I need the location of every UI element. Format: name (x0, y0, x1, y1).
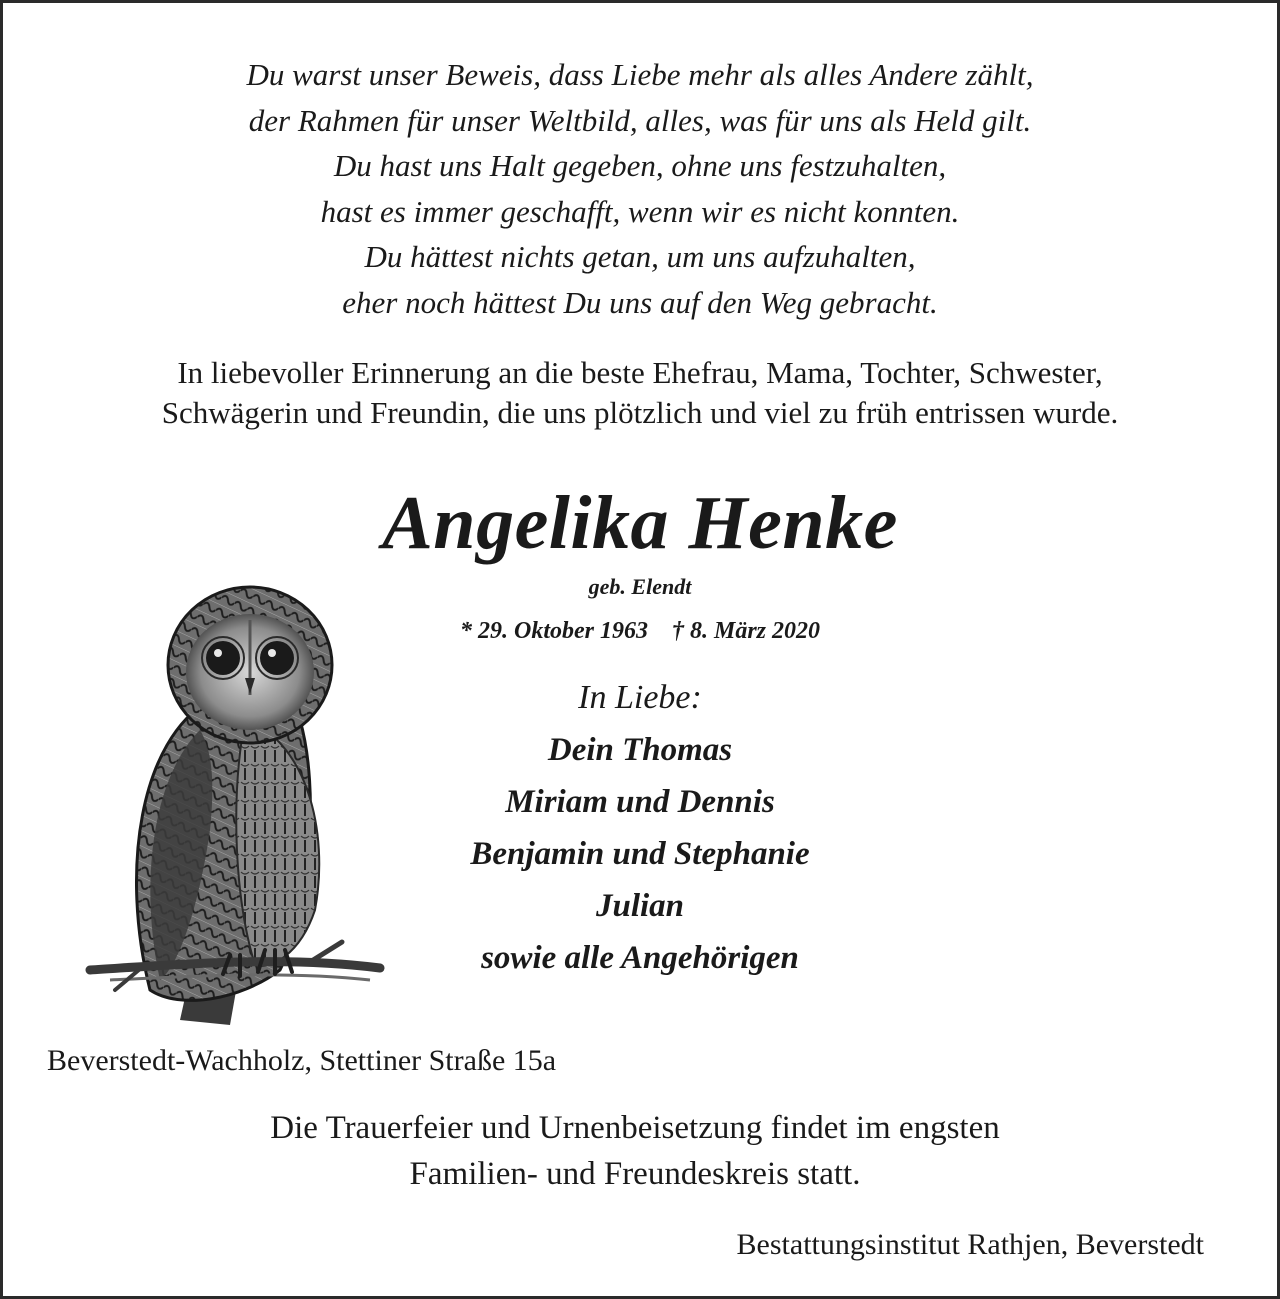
life-dates (390, 616, 890, 646)
deceased-name: Angelika Henke (382, 481, 898, 565)
ceremony-line: Die Trauerfeier und Urnenbeisetzung findet im engsten (270, 1110, 1000, 1146)
address: Beverstedt-Wachholz, Stettiner Straße 15a (47, 1044, 557, 1077)
memory-line: Schwägerin und Freundin, die uns plötzlich und viel zu früh entrissen wurde. (161, 395, 1119, 430)
ceremony-notice (0, 1105, 1270, 1197)
poem-line: eher noch hättest Du uns auf den Weg gebracht. (342, 284, 938, 320)
poem-line: Du hast uns Halt gegeben, ohne uns festzuhalten, (333, 148, 947, 183)
list-item: Julian (595, 888, 685, 924)
poem-line: hast es immer geschafft, wenn wir es nicht konnten. (320, 193, 960, 229)
memory-line: In liebevoller Erinnerung an die beste Ehefrau, Mama, Tochter, Schwester, (177, 355, 1103, 390)
poem-line: Du hättest nichts getan, um uns aufzuhalten, (364, 239, 916, 274)
poem-line: Du warst unser Beweis, dass Liebe mehr als alles Andere zählt, (246, 57, 1034, 92)
owl-icon (80, 570, 400, 1030)
in-love-heading: In Liebe: (578, 679, 702, 716)
list-item: Dein Thomas (547, 732, 733, 768)
list-item: sowie alle Angehörigen (481, 940, 799, 976)
birth-date: * 29. Oktober 1963 (459, 618, 648, 644)
undertaker: Bestattungsinstitut Rathjen, Beverstedt (736, 1228, 1204, 1261)
memory-text (0, 353, 1280, 433)
birth-name: geb. Elendt (588, 574, 692, 599)
list-item: Miriam und Dennis (505, 784, 775, 820)
mourner-list (390, 724, 890, 984)
ceremony-line: Familien- und Freundeskreis statt. (409, 1156, 861, 1192)
death-date: † 8. März 2020 (671, 618, 821, 644)
poem (0, 52, 1280, 325)
poem-line: der Rahmen für unser Weltbild, alles, was für uns als Held gilt. (248, 102, 1032, 138)
list-item: Benjamin und Stephanie (470, 836, 810, 872)
